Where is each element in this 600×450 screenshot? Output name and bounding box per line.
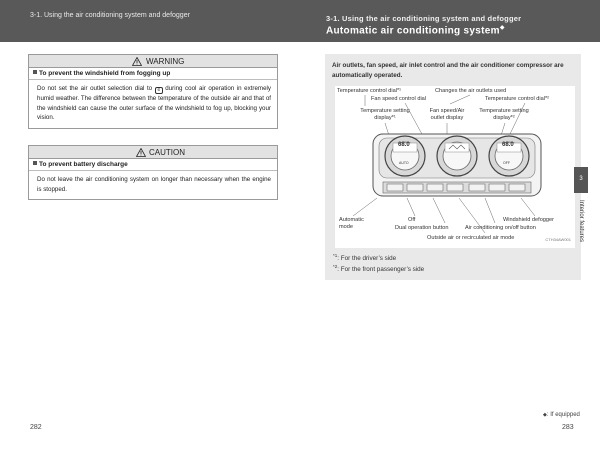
right-page-header — [300, 0, 600, 42]
callout-outlet-changes: Changes the air outlets used — [435, 88, 507, 94]
left-page-header — [0, 0, 300, 42]
warning-box — [28, 54, 278, 129]
square-bullet-icon — [33, 70, 37, 74]
callout-windshield-defogger: Windshield defogger — [503, 217, 554, 223]
callout-off: Off — [408, 217, 416, 223]
figure-code: CTH34AW001 — [545, 237, 571, 242]
equipped-mark: ◆ — [499, 25, 505, 31]
right-page-number: 283 — [562, 424, 574, 431]
content-panel — [325, 54, 581, 280]
callout-fan-display: Fan speed/Air outlet display — [429, 108, 465, 121]
driver-temp-display-value: 68.0 — [398, 142, 410, 148]
warning-header — [29, 55, 277, 68]
caution-subtitle: To prevent battery discharge — [29, 159, 277, 171]
caution-triangle-icon — [136, 148, 146, 157]
intro-text: Air outlets, fan speed, air inlet control and the air conditioner compressor are automatically operated. — [332, 62, 564, 79]
caution-body: Do not leave the air conditioning system on longer than necessary when the engine is stopped. — [37, 176, 271, 193]
warning-triangle-icon — [132, 57, 142, 66]
caution-label: CAUTION — [149, 148, 185, 157]
left-section-title: 3-1. Using the air conditioning system and defogger — [30, 12, 190, 19]
chapter-tab: 3 — [574, 167, 588, 193]
right-section-title: 3-1. Using the air conditioning system and defogger — [326, 14, 522, 23]
warning-label: WARNING — [146, 57, 185, 66]
warning-subtitle: To prevent the windshield from fogging up — [29, 68, 277, 80]
footnote-2: $^{*2}$: For the front passenger’s side — [333, 264, 425, 274]
if-equipped-note: ◆: If equipped — [543, 412, 580, 418]
caution-box — [28, 145, 278, 200]
control-panel-figure — [335, 86, 575, 248]
right-page — [300, 0, 600, 450]
page-title: Automatic air conditioning system◆ — [326, 25, 505, 37]
passenger-temp-display-value: 68.0 — [502, 142, 514, 148]
callout-fan-dial: Fan speed control dial — [371, 96, 427, 102]
warning-body: Do not set the air outlet selection dial to ʬ during cool air operation in extremely humid weather. The difference between the temperature of the outside air and that of the windshield can cause the outer surface of the windshield to fog up, blocking your vision. — [37, 85, 271, 121]
callout-automatic-mode: Automatic mode — [339, 217, 364, 230]
square-bullet-icon — [33, 161, 37, 165]
callout-temp-display-driver: Temperature setting display*¹ — [360, 108, 410, 121]
callout-air-mode: Outside air or recirculated air mode — [427, 235, 515, 241]
callout-temp-dial-passenger: Temperature control dial*² — [485, 96, 550, 102]
auto-knob-label: AUTO — [399, 161, 409, 165]
callout-temp-display-passenger: Temperature setting display*² — [479, 108, 529, 121]
caution-header — [29, 146, 277, 159]
footnote-1: $^{*1}$: For the driver’s side — [333, 253, 397, 263]
windshield-defogger-icon: ʬ — [155, 87, 163, 94]
left-page-number: 282 — [30, 424, 42, 431]
callout-dual-button: Dual operation button — [395, 225, 449, 231]
callout-ac-button: Air conditioning on/off button — [465, 225, 536, 231]
off-knob-label: OFF — [503, 161, 510, 165]
callout-temp-dial-driver: Temperature control dial*¹ — [337, 88, 402, 94]
chapter-tab-label: Interior features — [578, 200, 584, 243]
